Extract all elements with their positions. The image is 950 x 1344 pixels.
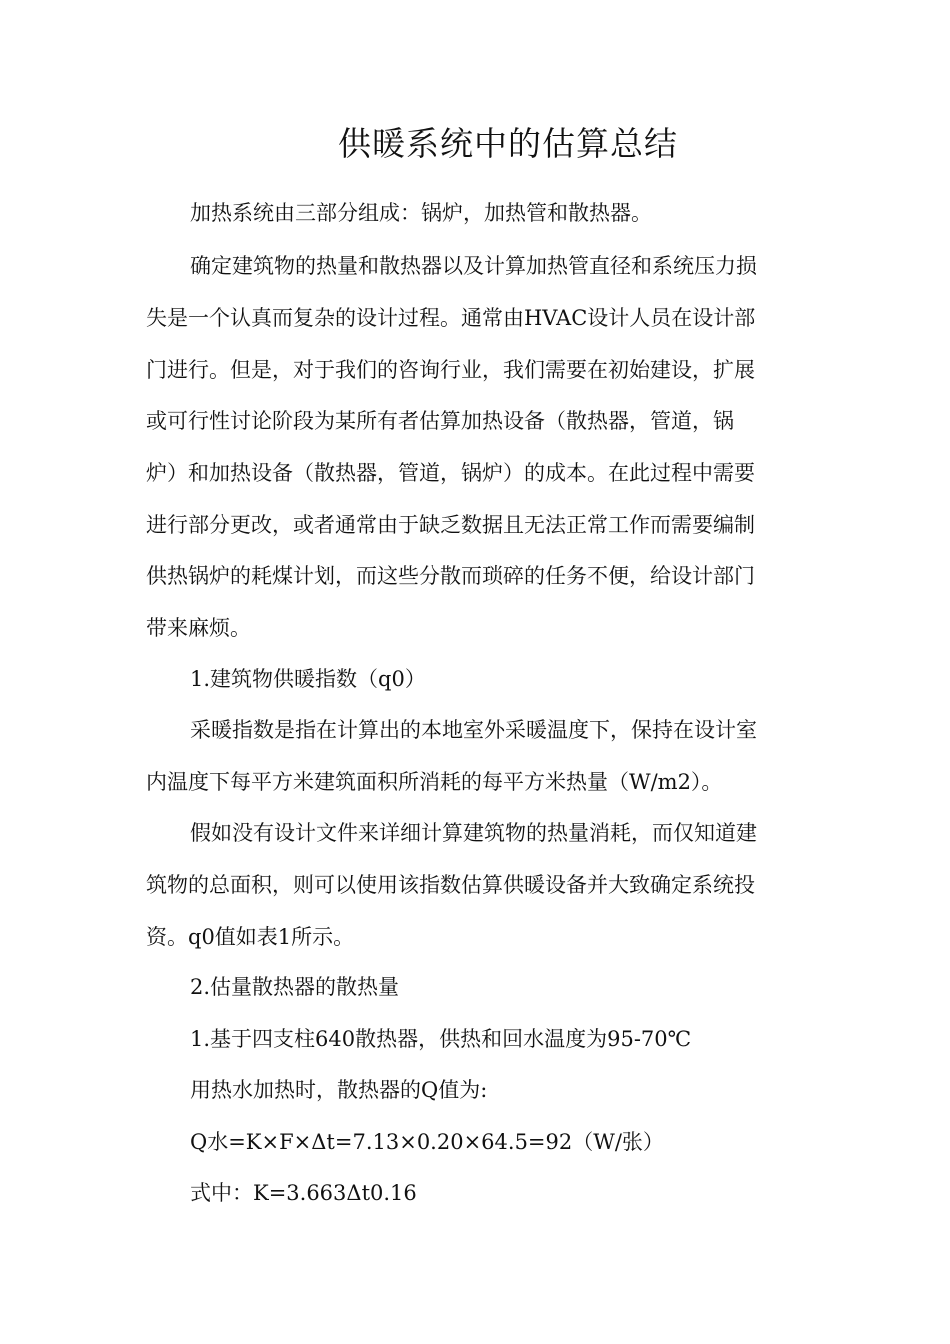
document-title: 供暖系统中的估算总结 xyxy=(338,124,678,163)
paragraph-line: 炉）和加热设备（散热器，管道，锅炉）的成本。在此过程中需要 xyxy=(146,461,755,485)
paragraph-line: 确定建筑物的热量和散热器以及计算加热管直径和系统压力损 xyxy=(190,254,757,278)
paragraph-line: 内温度下每平方米建筑面积所消耗的每平方米热量（W/m2）。 xyxy=(146,770,723,794)
formula-line: Q水=K×F×Δt=7.13×0.20×64.5=92（W/张） xyxy=(190,1130,664,1154)
paragraph-line: 采暖指数是指在计算出的本地室外采暖温度下，保持在设计室 xyxy=(190,718,757,742)
paragraph-line: 用热水加热时，散热器的Q值为: xyxy=(190,1078,488,1102)
section-heading: 1.建筑物供暖指数（q0） xyxy=(190,667,426,691)
paragraph-line: 资。q0值如表1所示。 xyxy=(146,925,355,949)
paragraph-line: 带来麻烦。 xyxy=(146,616,251,640)
paragraph-line: 进行部分更改，或者通常由于缺乏数据且无法正常工作而需要编制 xyxy=(146,513,755,537)
paragraph-line: 筑物的总面积，则可以使用该指数估算供暖设备并大致确定系统投 xyxy=(146,873,755,897)
paragraph-line: 1.基于四支柱640散热器，供热和回水温度为95-70℃ xyxy=(190,1027,692,1051)
paragraph-line: 失是一个认真而复杂的设计过程。通常由HVAC设计人员在设计部 xyxy=(146,306,756,330)
paragraph-line: 供热锅炉的耗煤计划，而这些分散而琐碎的任务不便，给设计部门 xyxy=(146,564,755,588)
section-heading: 2.估量散热器的散热量 xyxy=(190,975,400,999)
formula-line: 式中：K=3.663Δt0.16 xyxy=(190,1181,417,1205)
paragraph-line: 门进行。但是，对于我们的咨询行业，我们需要在初始建设，扩展 xyxy=(146,358,755,382)
paragraph-line: 或可行性讨论阶段为某所有者估算加热设备（散热器，管道，锅 xyxy=(146,409,734,433)
paragraph-line: 加热系统由三部分组成：锅炉，加热管和散热器。 xyxy=(190,201,652,225)
paragraph-line: 假如没有设计文件来详细计算建筑物的热量消耗，而仅知道建 xyxy=(190,821,757,845)
